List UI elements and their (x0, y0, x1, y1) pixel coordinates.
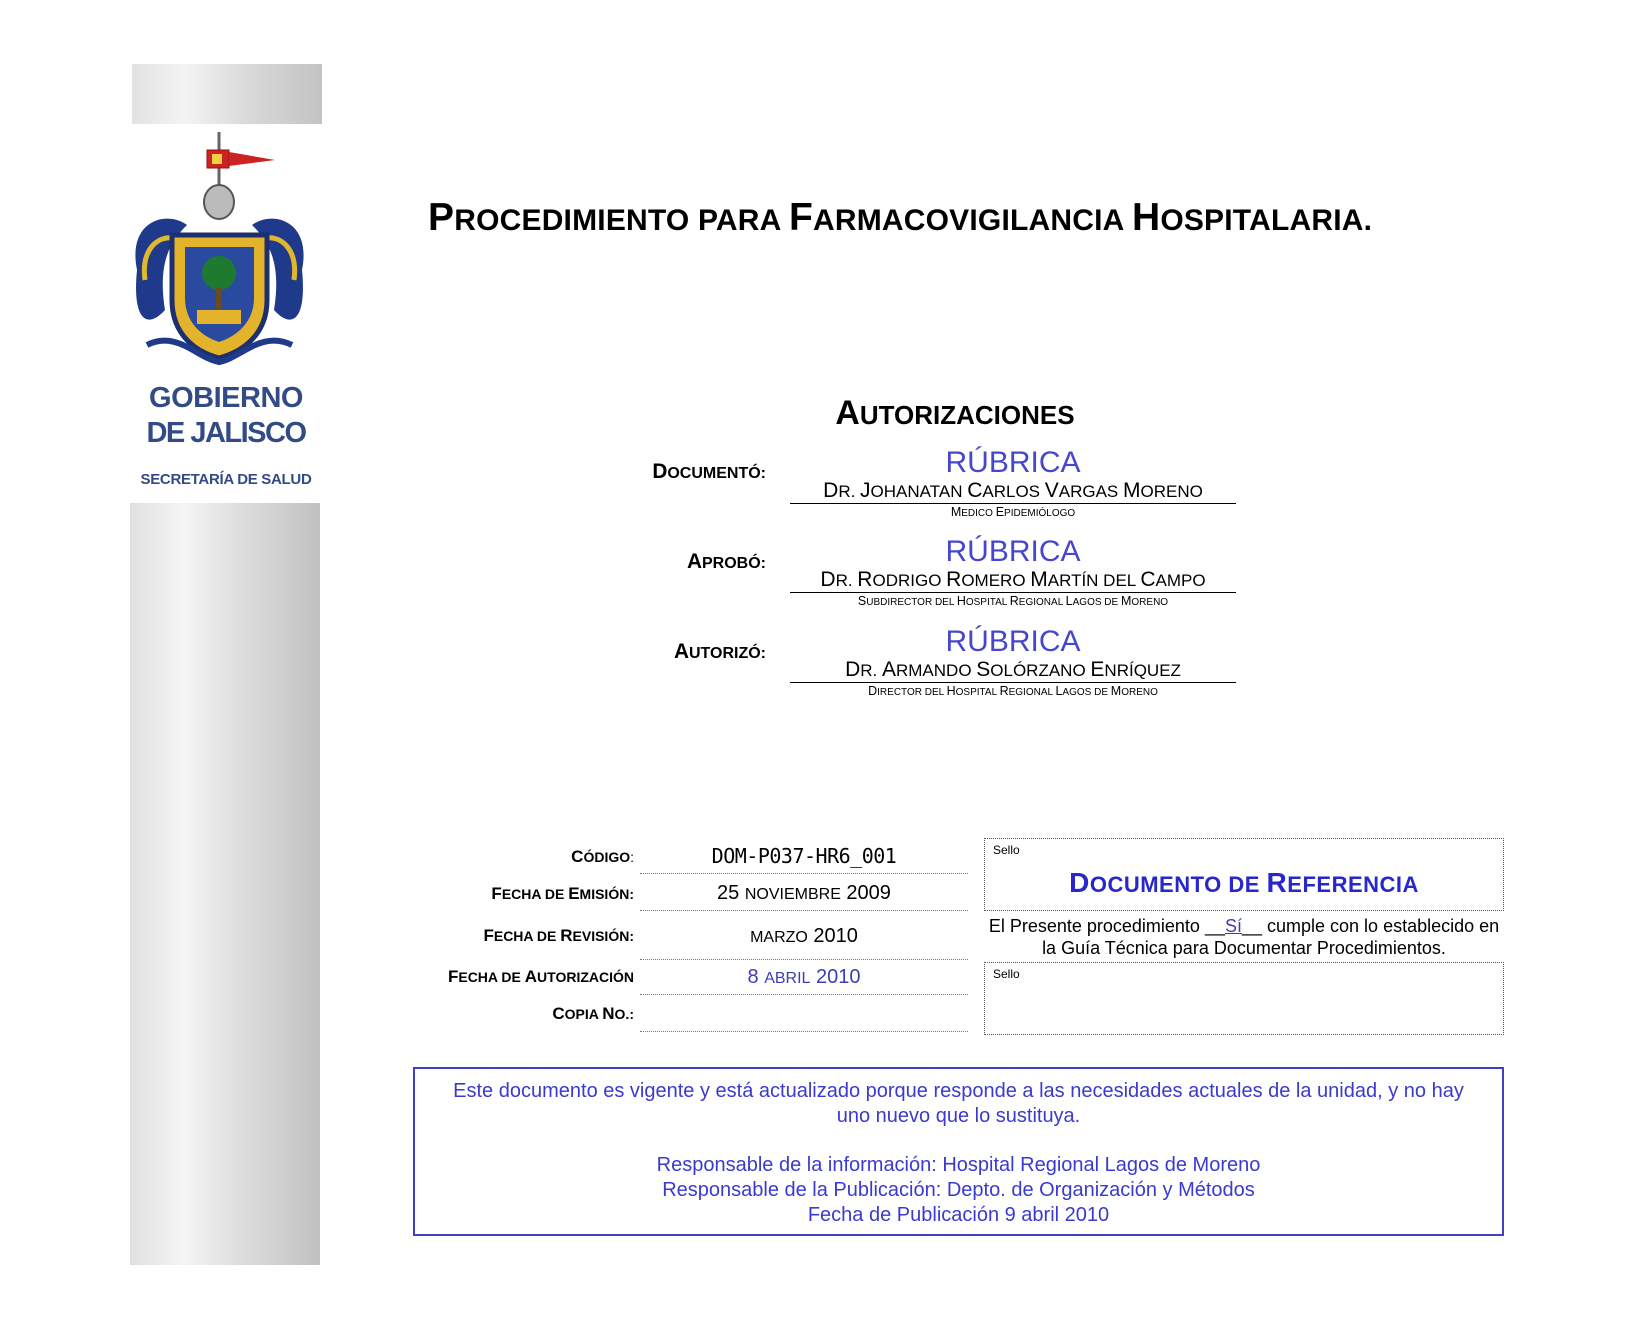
auth-block-authorized (790, 625, 1236, 701)
emission-date-label: FECHA DE EMISIÓN: (491, 884, 634, 903)
sidebar-top-bar (132, 64, 322, 124)
sidebar-bottom-bar (130, 503, 320, 1265)
seal-label: Sello (993, 843, 1020, 857)
authorization-date-label: FECHA DE AUTORIZACIÓN (447, 967, 634, 986)
emission-date-value: 25 NOVIEMBRE 2009 (640, 876, 968, 911)
seal-box-reference (984, 838, 1504, 911)
publication-date: Fecha de Publicación 9 abril 2010 (807, 1204, 1110, 1226)
validity-statement: Este documento es vigente y está actualizado porque responde a las necesidades actuales de la unidad, y no hay uno nuevo que lo sustituya. (453, 1080, 1464, 1127)
document-title: PROCEDIMIENTO PARA FARMACOVIGILANCIA HOSPITALARIA. (428, 196, 1373, 239)
signer-name: DR. RODRIGO ROMERO MARTÍN DEL CAMPO (790, 569, 1236, 593)
authorizations-heading: AUTORIZACIONES (835, 394, 1075, 432)
signature-rubrica: RÚBRICA (945, 446, 1081, 479)
info-responsible: Responsable de la información: Hospital Regional Lagos de Moreno (656, 1154, 1261, 1176)
reference-document-title: DOCUMENTO DE REFERENCIA (1069, 867, 1419, 898)
copy-number-label: COPIA NO.: (552, 1004, 634, 1023)
government-name-line1: GOBIERNO (149, 382, 303, 414)
government-name-line2: DE JALISCO (146, 417, 306, 449)
seal-box-empty (984, 962, 1504, 1035)
auth-label-approved: APROBÓ: (686, 550, 766, 573)
compliance-value: Sí (1224, 916, 1242, 936)
revision-date-label: FECHA DE REVISIÓN: (483, 926, 634, 945)
seal-label: Sello (993, 967, 1020, 981)
auth-label-authorized: AUTORIZÓ: (673, 640, 766, 663)
auth-block-approved (790, 535, 1236, 611)
signer-name: DR. ARMANDO SOLÓRZANO ENRÍQUEZ (790, 659, 1236, 683)
revision-date-value: MARZO 2010 (750, 925, 858, 947)
auth-block-documented (790, 446, 1236, 522)
signer-name: DR. JOHANATAN CARLOS VARGAS MORENO (790, 480, 1236, 504)
code-value: DOM-P037-HR6_001 (640, 839, 968, 874)
signature-rubrica: RÚBRICA (945, 535, 1081, 568)
publication-responsible: Responsable de la Publicación: Depto. de Organización y Métodos (662, 1179, 1255, 1201)
jalisco-coat-of-arms-icon (127, 130, 312, 372)
signer-role: MEDICO EPIDEMIÓLOGO (950, 505, 1076, 519)
compliance-statement: El Presente procedimiento __Sí__ cumple con lo establecido en la Guía Técnica para Documentar Procedimientos. (988, 916, 1500, 958)
code-label: CÓDIGO: (571, 847, 634, 866)
signature-rubrica: RÚBRICA (945, 625, 1081, 658)
signer-role: DIRECTOR DEL HOSPITAL REGIONAL LAGOS DE MORENO (868, 684, 1158, 698)
signer-role: SUBDIRECTOR DEL HOSPITAL REGIONAL LAGOS DE MORENO (857, 594, 1169, 608)
authorization-date-value: 8 ABRIL 2010 (640, 959, 968, 995)
copy-number-value (640, 997, 968, 1032)
auth-label-documented: DOCUMENTÓ: (652, 460, 766, 483)
secretariat-name: SECRETARÍA DE SALUD (140, 471, 312, 488)
validity-notice-box (413, 1067, 1504, 1236)
